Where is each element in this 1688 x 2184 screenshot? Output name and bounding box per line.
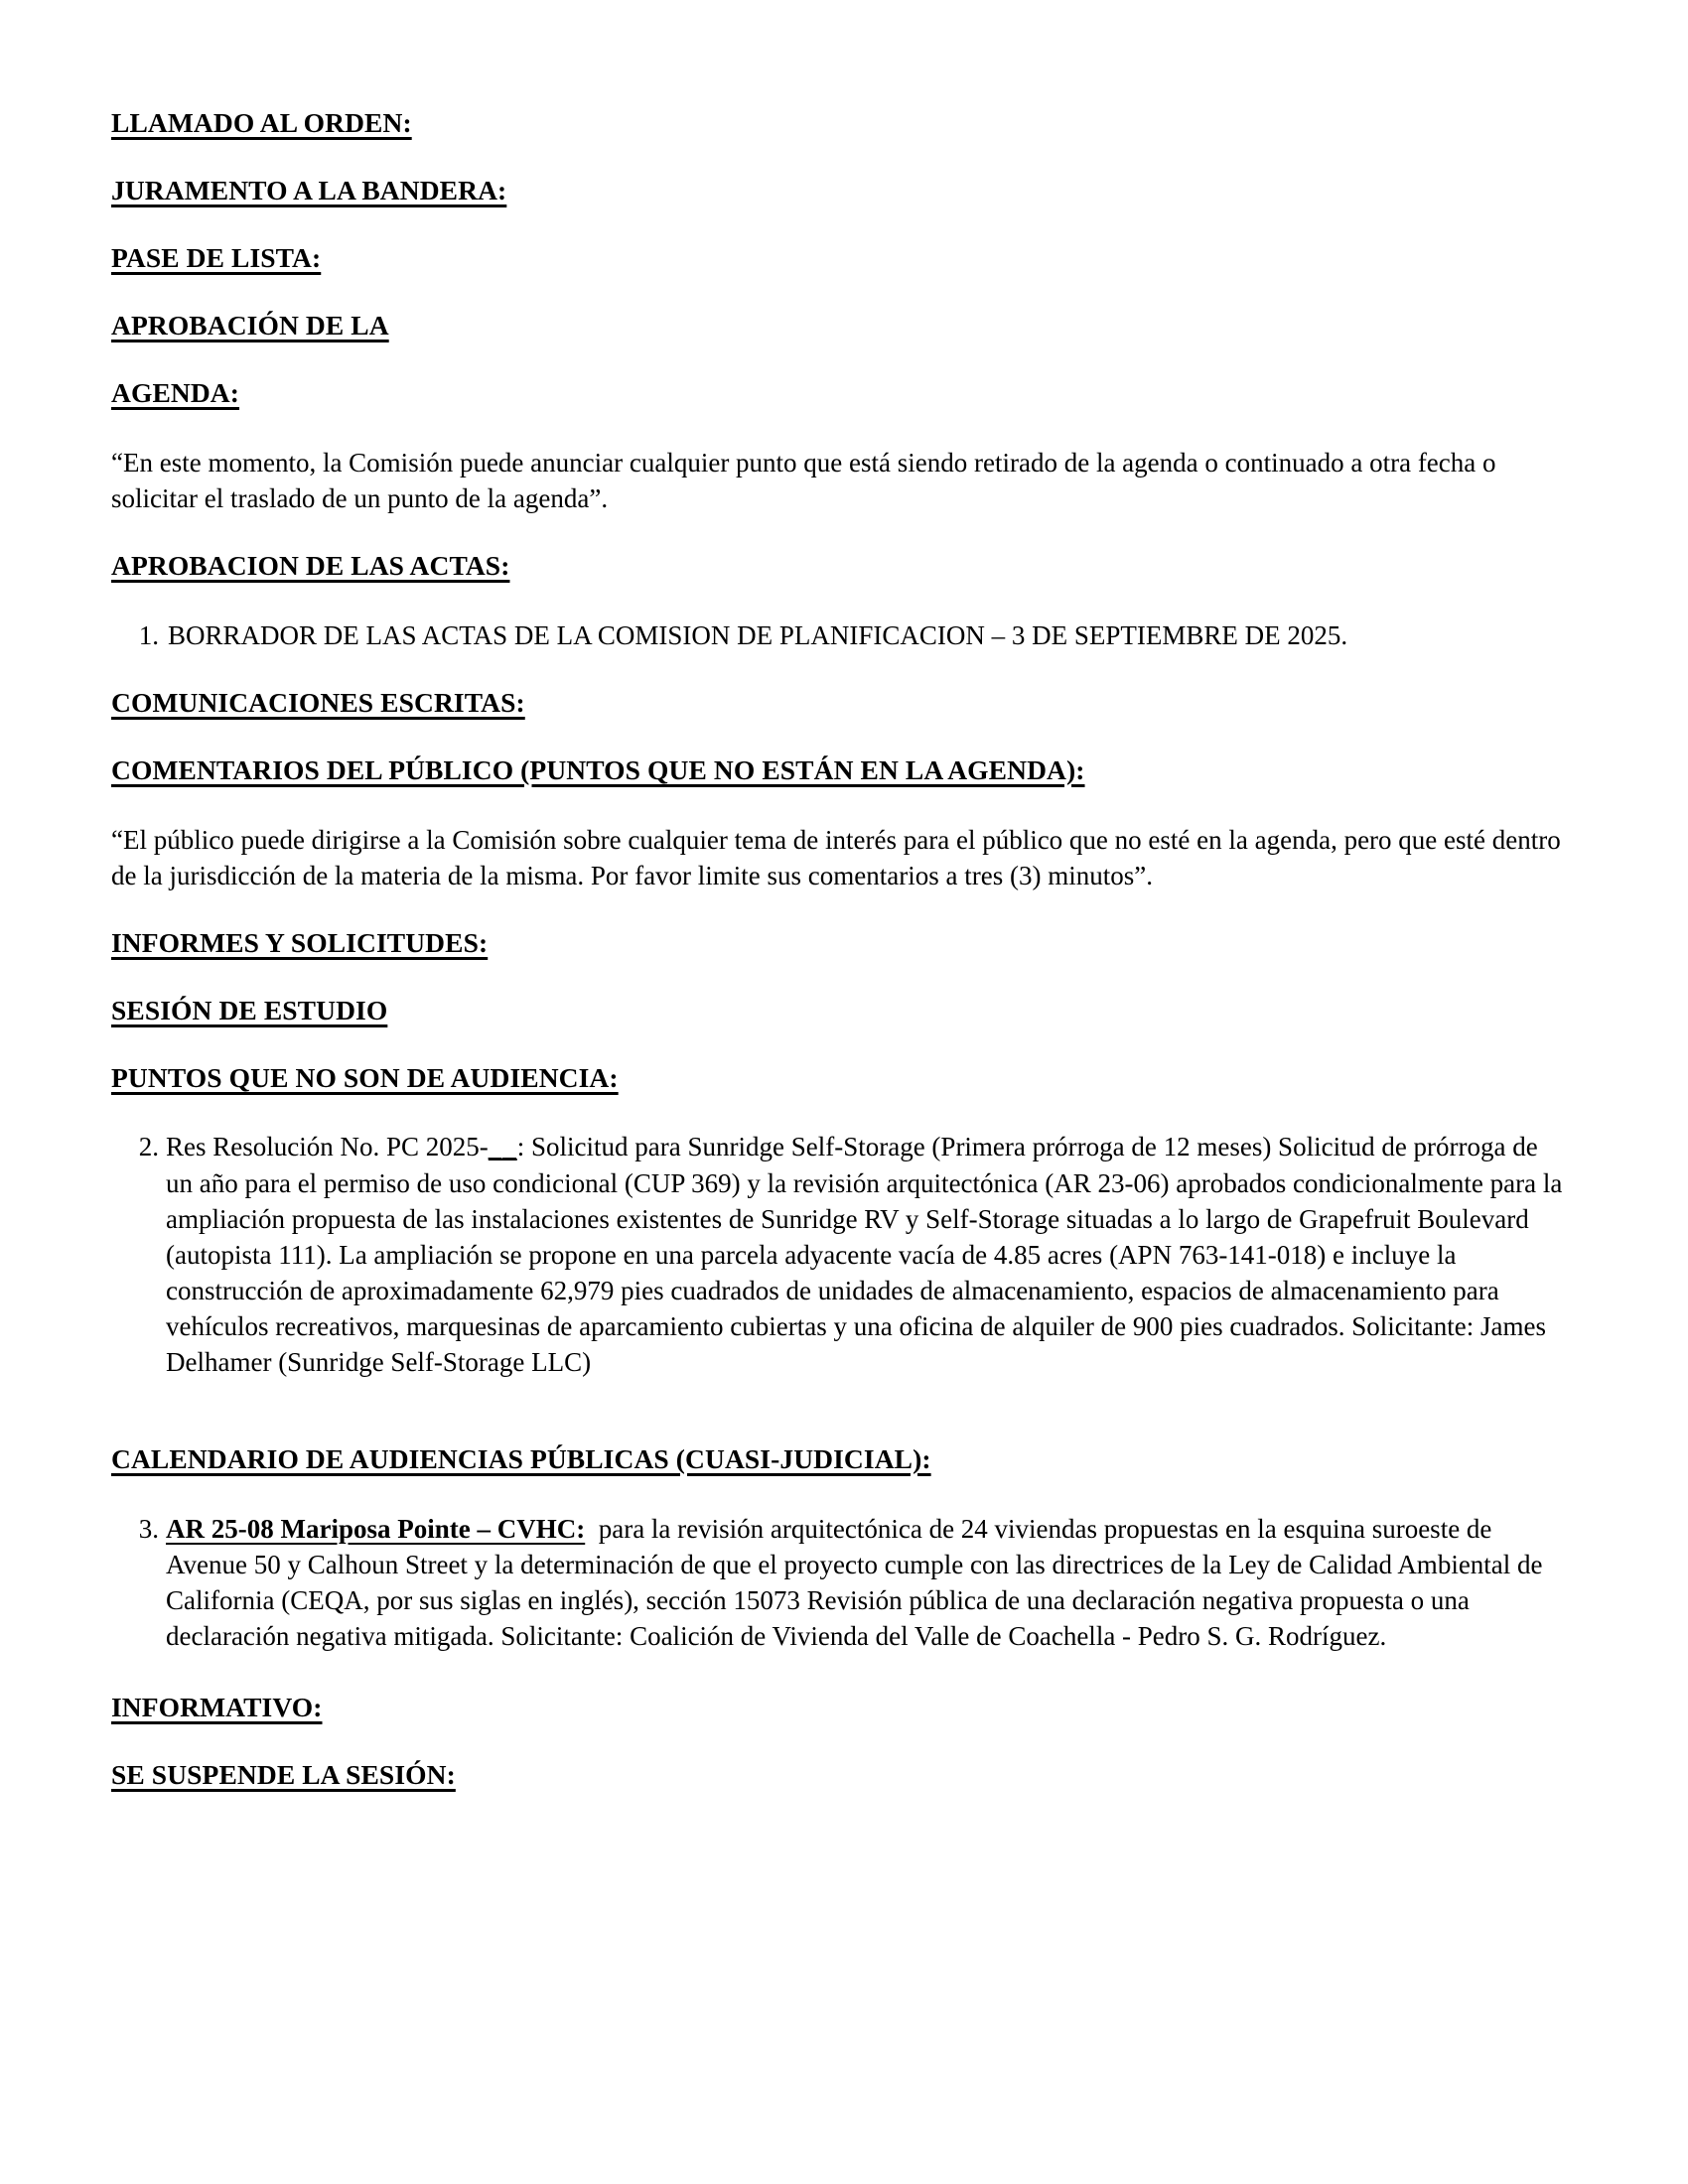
heading-informes-y-solicitudes [111,927,1571,959]
heading-aprobacion-de-la [111,310,1571,341]
heading-comentarios-del-publico-text: COMENTARIOS DEL PÚBLICO (PUNTOS QUE NO ESTÁN EN LA AGENDA): [111,753,1085,785]
heading-comunicaciones-escritas [111,687,1571,719]
heading-informativo [111,1692,1571,1723]
list-item-1-text: BORRADOR DE LAS ACTAS DE LA COMISION DE PLANIFICACION – 3 DE SEPTIEMBRE DE 2025. [168,619,1348,650]
heading-aprobacion-de-las-actas-text: APROBACION DE LAS ACTAS: [111,549,510,581]
heading-llamado-al-orden-text: LLAMADO AL ORDEN: [111,107,412,138]
list-item-3-title: AR 25-08 Mariposa Pointe – CVHC: [166,1513,586,1544]
list-item-3 [111,1511,1571,1654]
heading-comentarios-del-publico [111,754,1571,786]
spacer [111,1414,1571,1443]
list-item-1 [111,617,1571,653]
heading-agenda-text: AGENDA: [111,376,240,408]
heading-aprobacion-de-las-actas [111,550,1571,582]
heading-juramento-a-la-bandera-text: JURAMENTO A LA BANDERA: [111,174,507,205]
heading-pase-de-lista-text: PASE DE LISTA: [111,241,322,273]
list-item-1-number: 1. [138,619,159,650]
list-item-2-lead: Res Resolución No. PC 2025- [166,1132,489,1162]
list-item-2 [111,1129,1571,1379]
document-body [111,107,1571,1791]
list-item-2-number: 2. [138,1132,159,1162]
heading-comunicaciones-escritas-text: COMUNICACIONES ESCRITAS: [111,686,525,718]
list-item-3-number: 3. [138,1513,159,1544]
heading-calendario-de-audiencias [111,1443,1571,1475]
paragraph-comentarios-quote: “El público puede dirigirse a la Comisión sobre cualquier tema de interés para el público que no esté en la agenda, pero que esté dentro de la jurisdicción de la materia de la misma. Por favor limite sus comentarios a tres (3) minutos”. [111,824,1561,890]
heading-juramento-a-la-bandera [111,175,1571,206]
heading-informativo-text: INFORMATIVO: [111,1691,323,1722]
heading-llamado-al-orden [111,107,1571,139]
paragraph-agenda-quote: “En este momento, la Comisión puede anunciar cualquier punto que está siendo retirado de la agenda o continuado a otra fecha o solicitar el traslado de un punto de la agenda”. [111,447,1496,513]
heading-aprobacion-de-la-text: APROBACIÓN DE LA [111,309,389,341]
list-item-3-body: para la revisión arquitectónica de 24 viviendas propuestas en la esquina suroeste de Avenue 50 y Calhoun Street y la determinación de que el proyecto cumple con las directrices de la Ley de Calidad Ambiental de California (CEQA, por sus siglas en inglés), sección 15073 Revisión pública de una declaración negativa propuesta o una declaración negativa mitigada. Solicitante: Coalición de Vivienda del Valle de Coachella - Pedro S. G. Rodríguez. [166,1513,1543,1651]
heading-agenda [111,377,1571,409]
list-item-2-body: : Solicitud para Sunridge Self-Storage (Primera prórroga de 12 meses) Solicitud de prórroga de un año para el permiso de uso condicional (CUP 369) y la revisión arquitectónica (AR 23-06) aprobados condicionalmente para la ampliación propuesta de las instalaciones existentes de Sunridge RV y Self-Storage situadas a lo largo de Grapefruit Boulevard (autopista 111). La ampliación se propone en una parcela adyacente vacía de 4.85 acres (APN 763-141-018) e incluye la construcción de aproximadamente 62,979 pies cuadrados de unidades de almacenamiento, espacios de almacenamiento para vehículos recreativos, marquesinas de aparcamiento cubiertas y una oficina de alquiler de 900 pies cuadrados. Solicitante: James Delhamer (Sunridge Self-Storage LLC) [166,1132,1563,1377]
heading-se-suspende-la-sesion-text: SE SUSPENDE LA SESIÓN: [111,1758,456,1790]
heading-pase-de-lista [111,242,1571,274]
heading-sesion-de-estudio-text: SESIÓN DE ESTUDIO [111,994,388,1025]
list-item-2-blank-field[interactable]: __ [488,1132,517,1162]
heading-puntos-que-no-son-de-audiencia [111,1062,1571,1094]
heading-calendario-de-audiencias-text: CALENDARIO DE AUDIENCIAS PÚBLICAS (CUASI-JUDICIAL): [111,1442,931,1474]
heading-se-suspende-la-sesion [111,1759,1571,1791]
heading-puntos-que-no-son-de-audiencia-text: PUNTOS QUE NO SON DE AUDIENCIA: [111,1061,619,1093]
heading-informes-y-solicitudes-text: INFORMES Y SOLICITUDES: [111,926,489,958]
heading-sesion-de-estudio [111,995,1571,1026]
